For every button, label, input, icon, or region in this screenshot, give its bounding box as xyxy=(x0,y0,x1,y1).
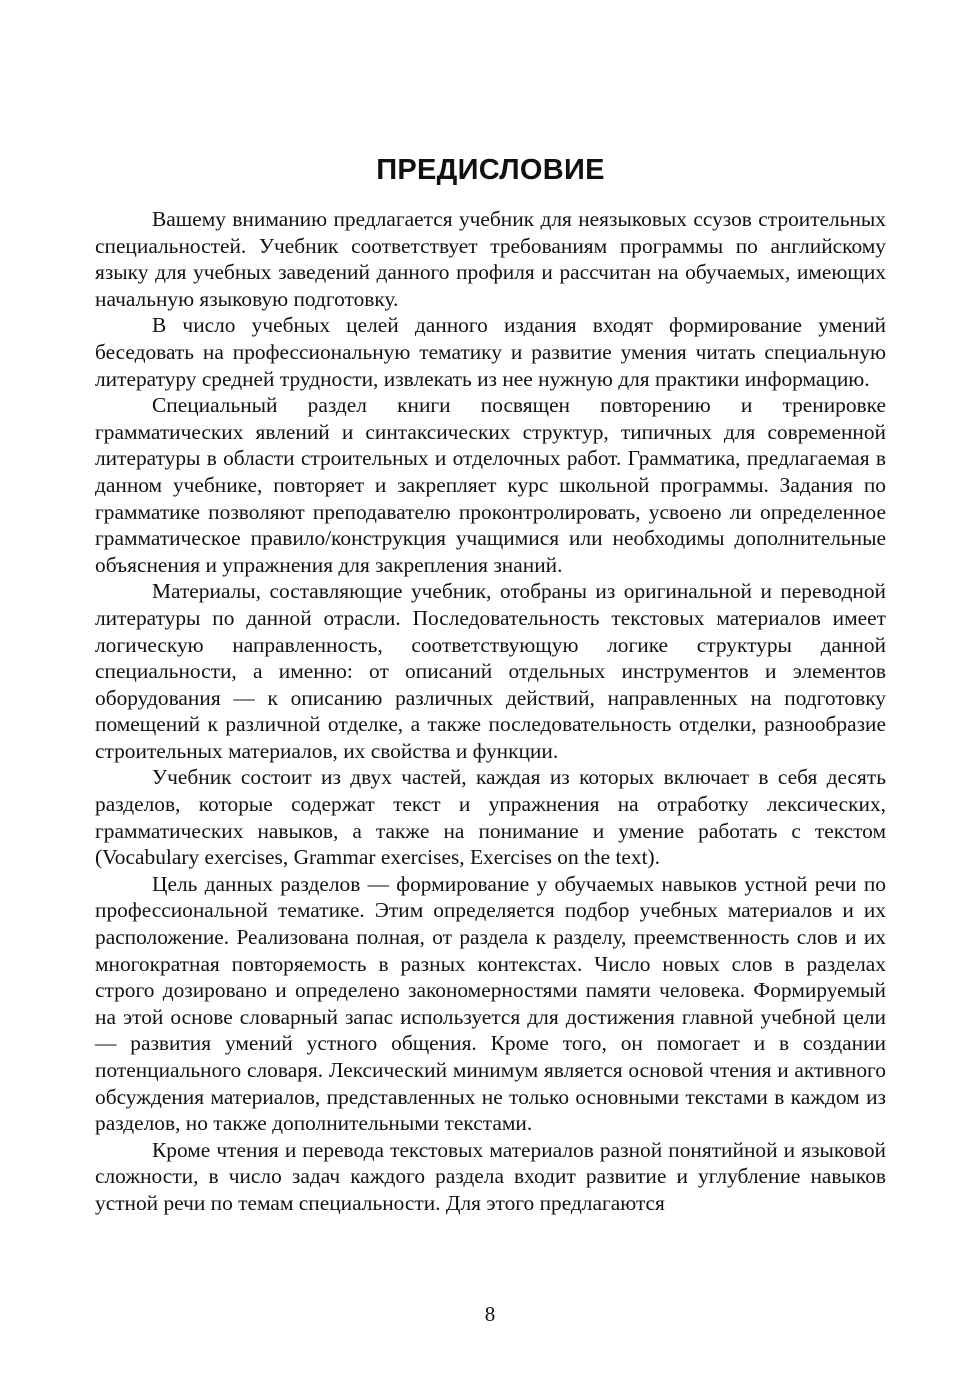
paragraph-5: Учебник состоит из двух частей, каждая из которых включает в себя десять разделов, которые содержат текст и упражнения на отработку лексических, грамматических навыков, а также на понимание и умение работать с текстом (Vocabulary exercises, Grammar exercises, Exercises on the text). xyxy=(95,765,886,870)
paragraph-4: Материалы, составляющие учебник, отобраны из оригинальной и переводной литературы по данной отрасли. Последовательность текстовых материалов имеет логическую направленность, соответствующую логике структуры данной специальности, а именно: от описаний отдельных инструментов и элементов оборудования — к описанию различных действий, направленных на подготовку помещений к различной отделке, а также последовательность отделки, разнообразие строительных материалов, их свойства и функции. xyxy=(95,579,886,763)
page-title: ПРЕДИСЛОВИЕ xyxy=(376,154,605,186)
paragraph-7: Кроме чтения и перевода текстовых материалов разной понятийной и языковой сложности, в число задач каждого раздела входит развитие и углубление навыков устной речи по темам специальности. Для этого предлагаются xyxy=(95,1137,886,1215)
paragraph-2: В число учебных целей данного издания входят формирование умений беседовать на профессиональную тематику и развитие умения читать специальную литературу средней трудности, извлекать из нее нужную для практики информацию. xyxy=(95,313,886,391)
page-number: 8 xyxy=(484,1302,496,1326)
body-text xyxy=(95,206,886,1217)
paragraph-1: Вашему вниманию предлагается учебник для неязыковых ссузов строительных специальностей. Учебник соответствует требованиям программы по английскому языку для учебных заведений данного профиля и рассчитан на обучаемых, имеющих начальную языковую подготовку. xyxy=(95,207,886,311)
page-content xyxy=(95,148,886,1217)
paragraph-6: Цель данных разделов — формирование у обучаемых навыков устной речи по профессиональной тематике. Этим определяется подбор учебных материалов и их расположение. Реализована полная, от раздела к разделу, преемственность слов и их многократная повторяемость в разных контекстах. Число новых слов в разделах строго дозировано и определено закономерностями памяти человека. Формируемый на этой основе словарный запас используется для достижения главной учебной цели — развития умений устного общения. Кроме того, он помогает и в создании потенциального словаря. Лексический минимум является основой чтения и активного обсуждения материалов, представленных не только основными текстами в каждом из разделов, но также дополнительными текстами. xyxy=(95,871,886,1136)
paragraph-3: Специальный раздел книги посвящен повторению и тренировке грамматических явлений и синтаксических структур, типичных для современной литературы в области строительных и отделочных работ. Грамматика, предлагаемая в данном учебнике, повторяет и закрепляет курс школьной программы. Задания по грамматике позволяют преподавателю проконтролировать, усвоено ли определенное грамматическое правило/конструкция учащимися или необходимы дополнительные объяснения и упражнения для закрепления знаний. xyxy=(95,393,886,577)
